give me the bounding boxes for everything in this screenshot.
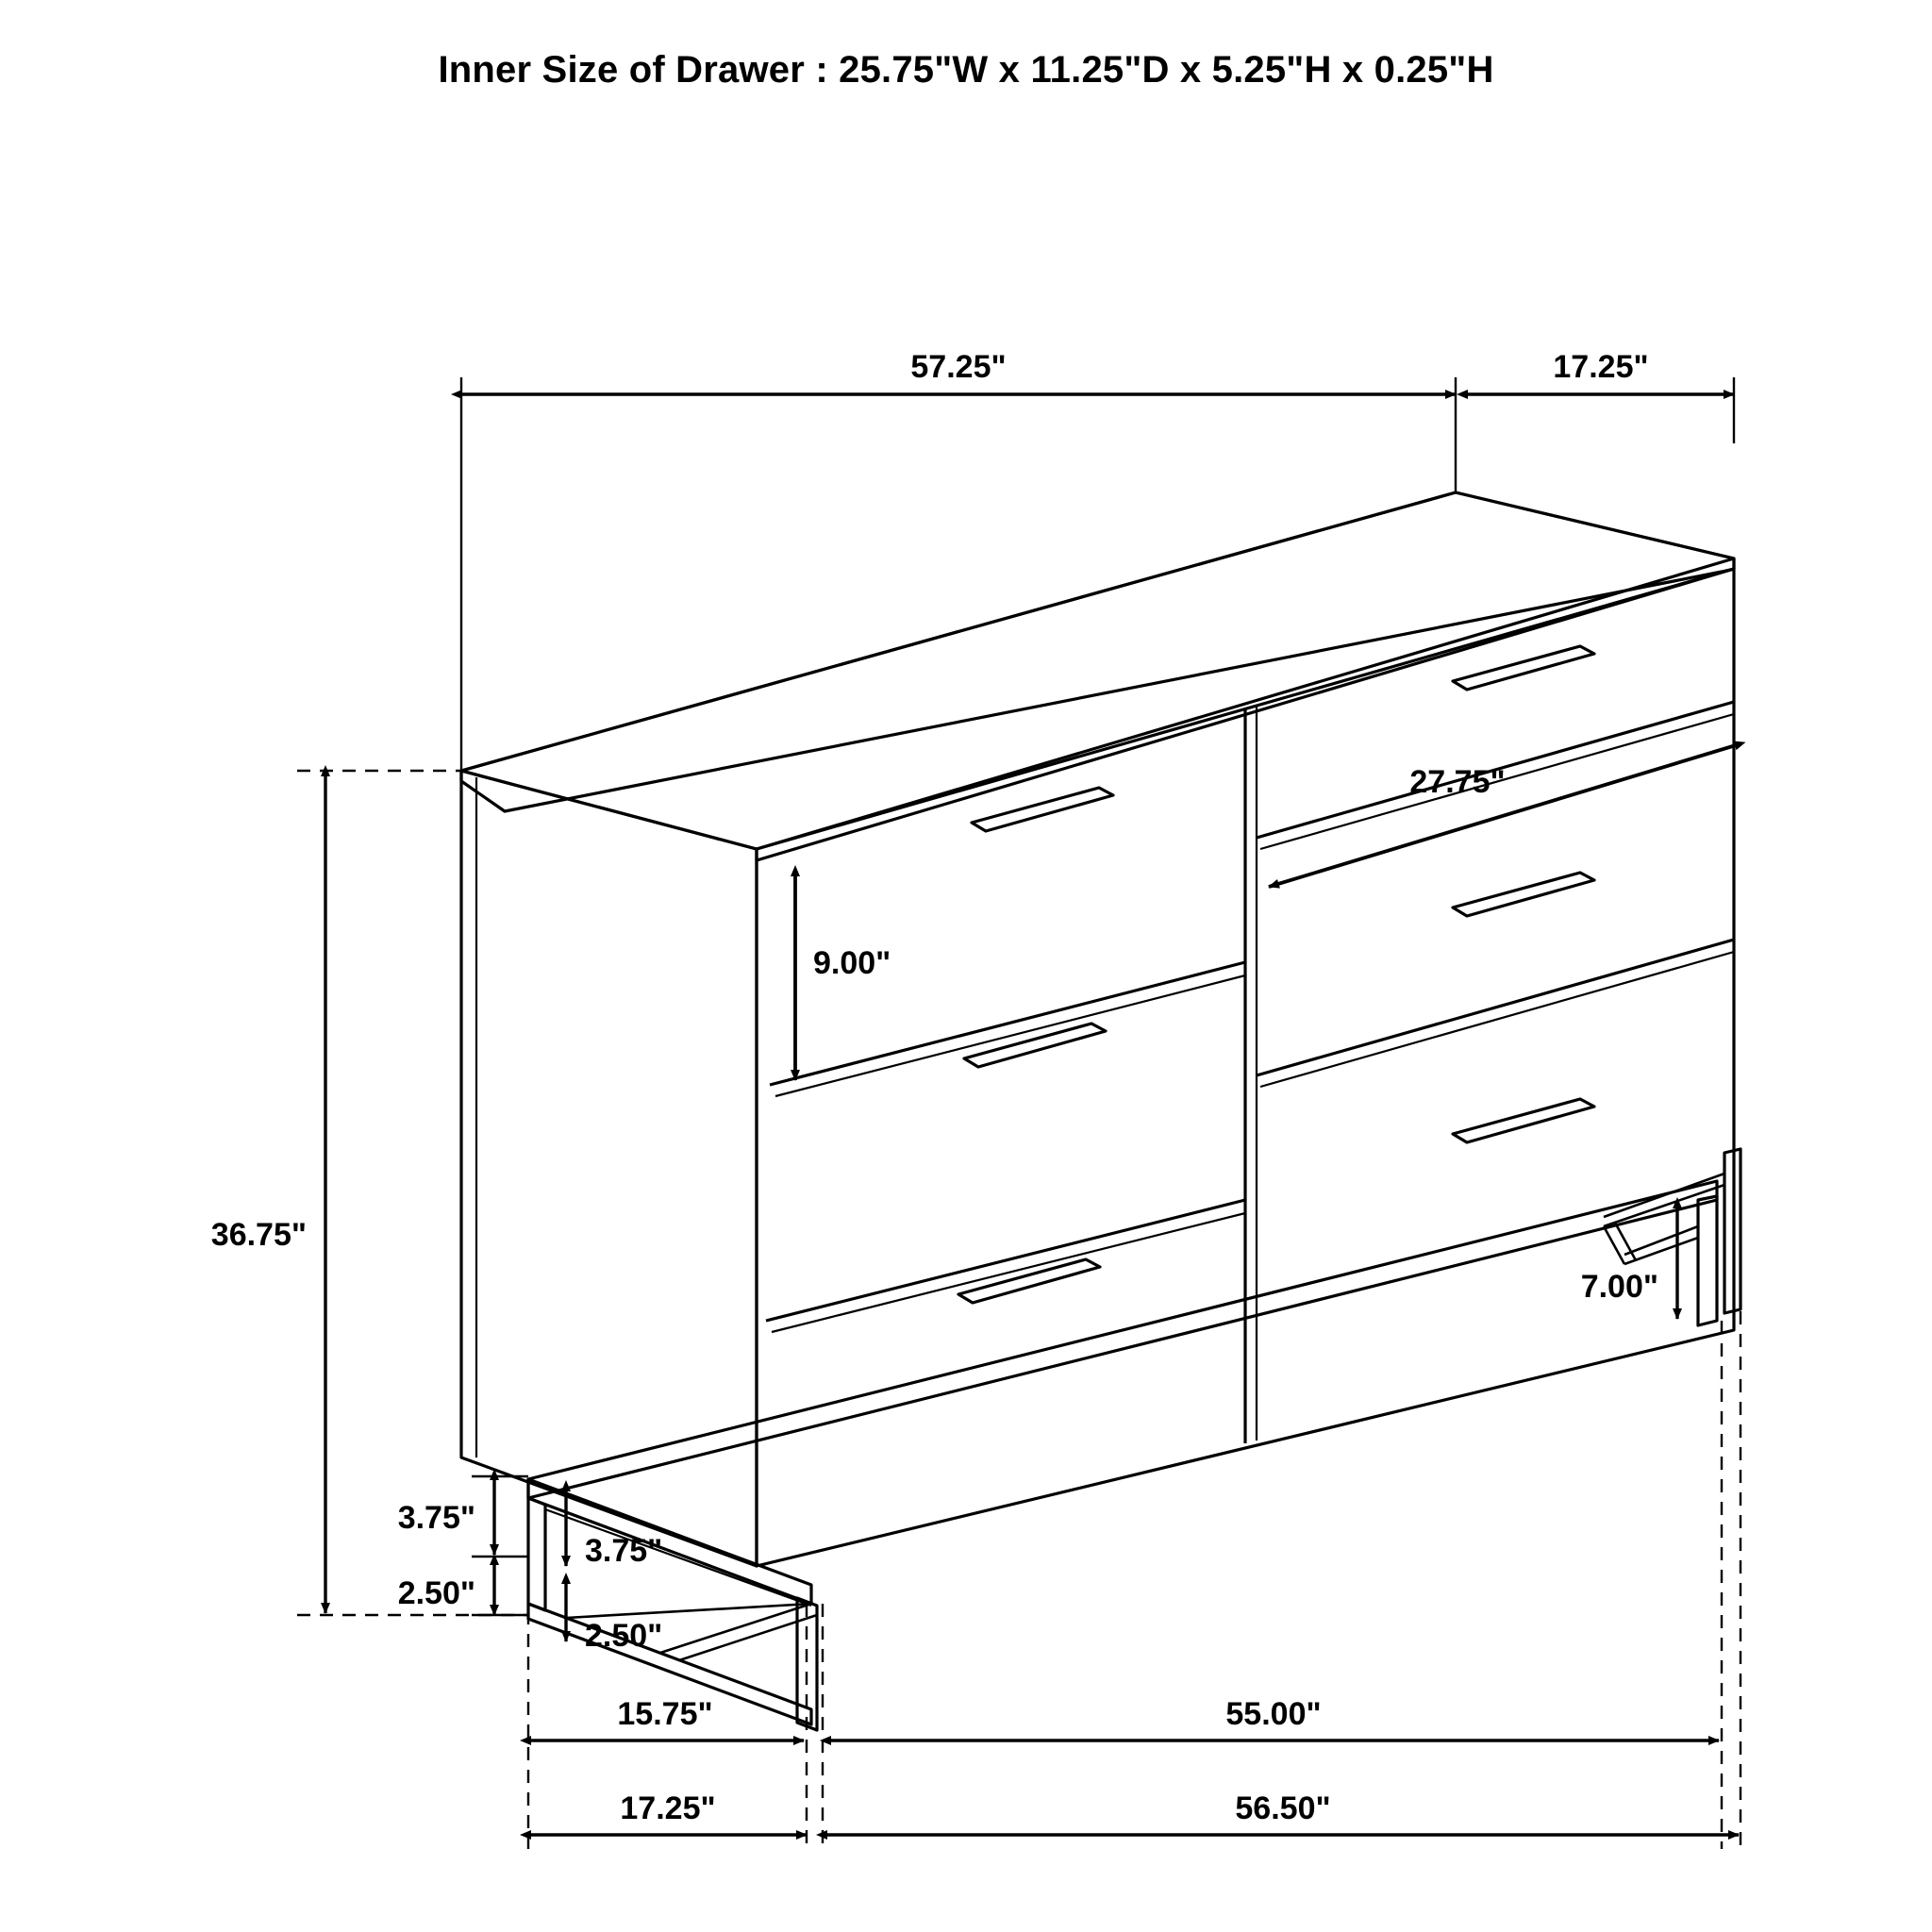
left-side-panel	[461, 771, 757, 1566]
left-drawer-line-2b	[772, 1213, 1245, 1332]
leg-left-front	[528, 1498, 545, 1610]
right-drawer-line-2	[1257, 940, 1734, 1075]
dim-top-width	[461, 349, 1456, 394]
base-front-rail	[528, 1181, 1717, 1498]
base-right-cross-1	[1604, 1174, 1724, 1217]
dim-label-foot-depth: 17.25"	[620, 1790, 716, 1826]
dim-label-leg-lower-inner: 2.50"	[585, 1618, 663, 1654]
dim-foot-depth	[530, 1790, 807, 1835]
dim-label-leg-upper-inner: 3.75"	[585, 1533, 663, 1569]
leg-right-front	[1698, 1196, 1717, 1325]
drawer-handle-right-1	[1453, 646, 1594, 690]
top-panel	[461, 492, 1734, 811]
dim-label-top-depth: 17.25"	[1553, 349, 1649, 385]
dim-label-base-depth: 15.75"	[617, 1696, 713, 1732]
drawer-handle-right-2	[1453, 873, 1594, 916]
page-title: Inner Size of Drawer : 25.75"W x 11.25"D x 5.25"H x 0.25"H	[438, 49, 1494, 91]
dim-label-overall-height: 36.75"	[210, 1217, 307, 1253]
dim-leg-lower-inner	[566, 1583, 662, 1654]
dim-base-depth	[530, 1696, 804, 1740]
dim-drawer-face-width	[1269, 745, 1736, 887]
dim-foot-width	[826, 1790, 1739, 1835]
left-drawer-line-1b	[775, 975, 1245, 1096]
dim-base-width	[830, 1696, 1719, 1740]
dim-label-base-width: 55.00"	[1225, 1696, 1322, 1732]
left-drawer-line-2	[766, 1200, 1245, 1321]
dim-label-leg-lower-left: 2.50"	[397, 1575, 475, 1611]
dim-label-leg-upper-left: 3.75"	[397, 1500, 475, 1536]
dim-label-drawer-face-width: 27.75"	[1409, 764, 1506, 800]
right-drawer-line-2b	[1260, 952, 1734, 1087]
drawer-handle-right-3	[1453, 1099, 1594, 1142]
dim-leg-lower-left	[398, 1564, 494, 1615]
dim-label-base-clearance: 7.00"	[1580, 1269, 1658, 1305]
dim-label-top-width: 57.25"	[910, 349, 1007, 385]
dim-drawer-height	[795, 875, 891, 1080]
top-surface	[461, 492, 1734, 849]
dim-top-depth	[1467, 349, 1734, 394]
drawer-handle-left-1	[972, 788, 1113, 831]
dim-label-foot-width: 56.50"	[1235, 1790, 1331, 1826]
dim-leg-upper-left	[398, 1479, 494, 1555]
dim-overall-height	[211, 775, 325, 1613]
dim-label-drawer-height: 9.00"	[813, 945, 891, 981]
